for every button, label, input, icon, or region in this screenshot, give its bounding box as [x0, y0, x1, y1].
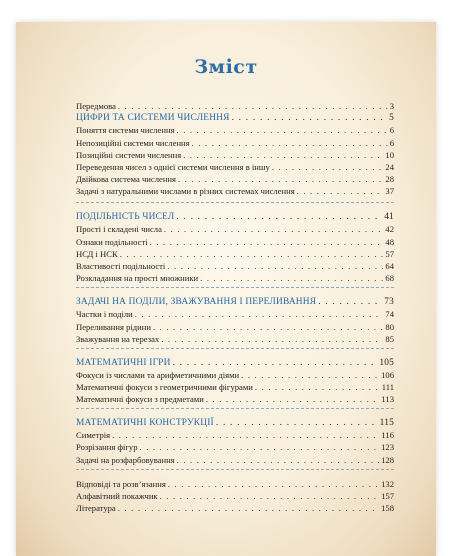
dot-leader: [255, 382, 380, 393]
toc-entry-label: Двійкова система числення: [76, 174, 176, 184]
dot-leader: [200, 273, 383, 284]
toc-page-number: 42: [385, 224, 394, 234]
toc-section-heading[interactable]: [76, 297, 394, 308]
toc-entry[interactable]: [76, 138, 394, 149]
toc-page-number: 5: [389, 113, 394, 123]
dot-leader: [140, 442, 380, 453]
toc-entry[interactable]: [76, 261, 394, 272]
dot-leader: [178, 174, 383, 185]
toc-entry-label: Фокуси із числами та арифметичними діями: [76, 370, 240, 380]
toc-entry-label: Розрізання фігур: [76, 442, 138, 452]
section-divider: [76, 202, 394, 203]
toc-entry-label: Властивості подільності: [76, 261, 166, 271]
toc-entry-label: Позиційні системи числення: [76, 150, 182, 160]
dot-leader: [120, 249, 384, 260]
toc-entry-label: Відповіді та розв’язання: [76, 479, 166, 489]
toc-entry-label: Прості і складені числа: [76, 224, 162, 234]
toc-page-number: 41: [384, 212, 394, 222]
toc-page-number: 64: [385, 261, 394, 271]
toc-entry[interactable]: [76, 430, 394, 441]
toc-entry-label: ПОДІЛЬНІСТЬ ЧИСЕЛ: [76, 212, 175, 222]
toc-entry[interactable]: [76, 442, 394, 453]
toc-entry-label: Непозиційні системи числення: [76, 138, 190, 148]
toc-page-number: 48: [385, 237, 394, 247]
toc-entry[interactable]: [76, 334, 394, 345]
toc-entry-label: Передмова: [76, 101, 116, 111]
toc-page-number: 158: [381, 503, 394, 513]
toc-page-number: 28: [385, 174, 394, 184]
toc-entry-label: МАТЕМАТИЧНІ ІГРИ: [76, 358, 171, 368]
toc-entry-label: Математичні фокуси з предметами: [76, 394, 204, 404]
dot-leader: [160, 491, 380, 502]
toc-entry-label: ЗАДАЧІ НА ПОДІЛИ, ЗВАЖУВАННЯ І ПЕРЕЛИВАННЯ: [76, 297, 317, 307]
toc-entry-label: Симетрія: [76, 430, 111, 440]
dot-leader: [153, 322, 383, 333]
toc-entry[interactable]: [76, 322, 394, 333]
toc-entry-label: Розкладання на прості множники: [76, 273, 199, 283]
toc-entry-label: Математичні фокуси з геометричними фігурами: [76, 382, 253, 392]
section-divider: [76, 408, 394, 409]
toc-entry-label: Зважування на терезах: [76, 334, 160, 344]
section-divider: [76, 287, 394, 288]
toc-entry[interactable]: [76, 273, 394, 284]
toc-page-number: 85: [385, 334, 394, 344]
toc-entry-label: Література: [76, 503, 116, 513]
toc-entry[interactable]: [76, 101, 394, 112]
dot-leader: [183, 150, 383, 161]
toc-page-number: 106: [381, 370, 394, 380]
dot-leader: [161, 334, 383, 345]
dot-leader: [297, 186, 384, 197]
toc-entry[interactable]: [76, 224, 394, 235]
toc-page-number: 80: [385, 322, 394, 332]
toc-page-number: 37: [385, 186, 394, 196]
toc-entry-label: ЦИФРИ ТА СИСТЕМИ ЧИСЛЕННЯ: [76, 113, 230, 123]
page-title: Зміст: [194, 56, 258, 78]
dot-leader: [150, 237, 384, 248]
toc-entry-label: Задачі на розфарбовування: [76, 455, 175, 465]
toc-entry[interactable]: [76, 491, 394, 502]
toc-page-number: 105: [379, 358, 394, 368]
toc-entry[interactable]: [76, 503, 394, 514]
toc-page-number: 68: [385, 273, 394, 283]
toc-entry-label: Переливання рідини: [76, 322, 151, 332]
toc-entry-label: Задачі з натуральними числами в різних системах числення: [76, 186, 295, 196]
toc-page-number: 157: [381, 491, 394, 501]
toc-page-number: 73: [384, 297, 394, 307]
dot-leader: [118, 503, 379, 514]
toc-section-heading[interactable]: [76, 418, 394, 429]
dot-leader: [173, 358, 378, 369]
toc-entry[interactable]: [76, 309, 394, 320]
dot-leader: [232, 113, 388, 124]
book-page: [16, 22, 436, 556]
toc-page-number: 113: [381, 394, 394, 404]
toc-page-number: 10: [385, 150, 394, 160]
section-divider: [76, 469, 394, 470]
toc-entry-label: НСД і НСК: [76, 249, 118, 259]
dot-leader: [135, 309, 384, 320]
section-divider: [76, 348, 394, 349]
toc-entry-label: Ознаки подільності: [76, 237, 148, 247]
toc-entry[interactable]: [76, 394, 394, 405]
toc-page-number: 74: [385, 309, 394, 319]
toc-page-number: 128: [381, 455, 394, 465]
toc-entry[interactable]: [76, 150, 394, 161]
dot-leader: [272, 162, 384, 173]
toc-section-heading[interactable]: [76, 358, 394, 369]
toc-page-number: 116: [381, 430, 394, 440]
toc-entry[interactable]: [76, 186, 394, 197]
dot-leader: [177, 455, 379, 466]
toc-entry[interactable]: [76, 370, 394, 381]
dot-leader: [216, 418, 378, 429]
toc-entry[interactable]: [76, 162, 394, 173]
toc-page-number: 24: [385, 162, 394, 172]
dot-leader: [112, 430, 379, 441]
toc-entry-label: МАТЕМАТИЧНІ КОНСТРУКЦІЇ: [76, 418, 214, 428]
dot-leader: [164, 224, 383, 235]
dot-leader: [318, 297, 382, 308]
dot-leader: [206, 394, 380, 405]
toc-page-number: 111: [381, 382, 394, 392]
toc-section-heading[interactable]: [76, 212, 394, 223]
dot-leader: [167, 261, 383, 272]
dot-leader: [168, 479, 379, 490]
toc-entry[interactable]: [76, 174, 394, 185]
toc-entry-label: Переведення чисел з однієї системи числення в іншу: [76, 162, 270, 172]
toc-page-number: 57: [385, 249, 394, 259]
toc-page-number: 132: [381, 479, 394, 489]
toc-entry-label: Алфавітний покажчик: [76, 491, 158, 501]
toc-entry[interactable]: [76, 479, 394, 490]
dot-leader: [241, 370, 379, 381]
toc-entry-label: Частки і поділи: [76, 309, 133, 319]
dot-leader: [118, 101, 388, 112]
toc-page-number: 3: [389, 101, 394, 111]
toc-page-number: 115: [379, 418, 394, 428]
dot-leader: [176, 212, 382, 223]
toc-entry[interactable]: [76, 249, 394, 260]
toc-entry-label: Поняття системи числення: [76, 125, 175, 135]
dot-leader: [177, 125, 388, 136]
toc-entry[interactable]: [76, 382, 394, 393]
toc-section-heading[interactable]: [76, 113, 394, 124]
toc-entry[interactable]: [76, 455, 394, 466]
toc-entry[interactable]: [76, 237, 394, 248]
dot-leader: [192, 138, 388, 149]
toc-page-number: 6: [389, 125, 394, 135]
toc-page-number: 123: [381, 442, 394, 452]
toc-entry[interactable]: [76, 125, 394, 136]
toc-page-number: 6: [389, 138, 394, 148]
